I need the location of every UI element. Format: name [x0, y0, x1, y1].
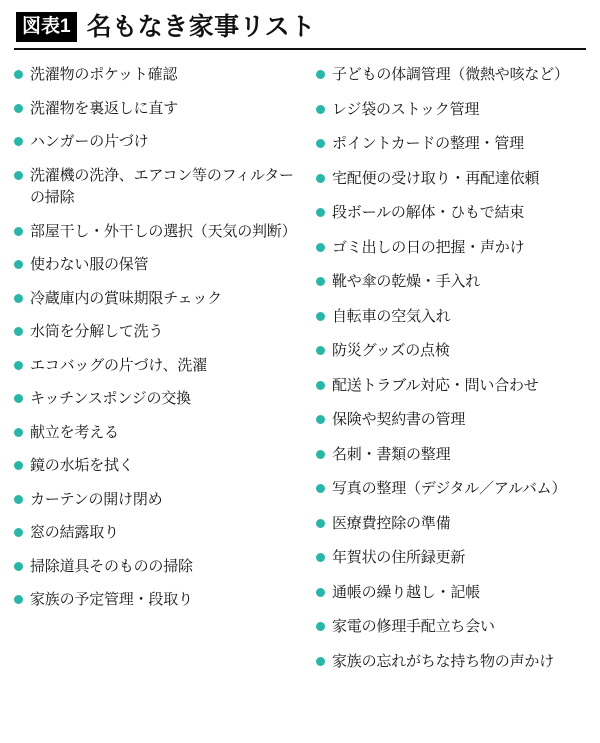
list-column-left — [14, 64, 300, 685]
bullet-icon — [316, 208, 325, 217]
bullet-icon — [316, 519, 325, 528]
bullet-icon — [316, 277, 325, 286]
list-item — [316, 375, 586, 398]
bullet-icon — [316, 450, 325, 459]
bullet-icon — [316, 588, 325, 597]
list-item-label: 通帳の繰り越し・記帳 — [332, 583, 481, 601]
list-item-label: ゴミ出しの日の把握・声かけ — [332, 238, 525, 256]
list-item — [14, 422, 294, 445]
list-item — [14, 489, 294, 512]
figure-number-badge: 図表1 — [16, 12, 77, 42]
list-item — [316, 168, 586, 191]
list-item — [316, 340, 586, 363]
list-item-label: キッチンスポンジの交換 — [30, 390, 191, 407]
list-item-label: 掃除道具そのものの掃除 — [30, 557, 193, 575]
list-item-label: レジ袋のストック管理 — [332, 100, 480, 118]
bullet-icon — [316, 381, 325, 390]
bullet-icon — [316, 174, 325, 183]
list-item-label: 洗濯機の洗浄、エアコン等のフィルターの掃除 — [30, 166, 294, 206]
list-item — [14, 556, 294, 579]
list-item — [14, 254, 294, 277]
bullet-icon — [316, 243, 325, 252]
list-item — [14, 221, 297, 244]
list-item — [14, 455, 294, 478]
list-item-label: 配送トラブル対応・問い合わせ — [332, 376, 539, 394]
bullet-icon — [14, 327, 23, 336]
bullet-icon — [316, 312, 325, 321]
list-item-label: 冷蔵庫内の賞味期限チェック — [30, 289, 222, 307]
list-item — [316, 651, 586, 674]
list-item-label: 家族の予定管理・段取り — [30, 591, 193, 608]
list-item-label: 宅配便の受け取り・再配達依頼 — [332, 169, 540, 187]
list-item-label: ハンガーの片づけ — [30, 133, 149, 150]
list-item — [316, 99, 586, 122]
list-item — [316, 306, 586, 329]
list-item — [14, 98, 294, 121]
list-item — [316, 444, 586, 467]
list-item-label: 子どもの体調管理（微熱や咳など） — [332, 66, 569, 83]
bullet-icon — [14, 227, 23, 236]
header-divider — [14, 48, 586, 50]
list-item — [316, 133, 586, 156]
bullet-icon — [14, 495, 23, 504]
bullet-icon — [14, 528, 23, 537]
list-item-label: 家電の修理手配立ち会い — [332, 618, 495, 635]
list-item-label: 使わない服の保管 — [30, 256, 149, 273]
list-item — [316, 547, 586, 570]
bullet-icon — [316, 105, 325, 114]
bullet-icon — [14, 361, 23, 370]
bullet-icon — [14, 104, 23, 113]
list-item-label: 洗濯物のポケット確認 — [30, 66, 178, 83]
page-title: 名もなき家事リスト — [86, 12, 316, 41]
list-item — [316, 513, 586, 536]
list-item — [316, 582, 586, 605]
bullet-icon — [316, 415, 325, 424]
list-item-label: カーテンの開け閉め — [30, 490, 163, 508]
bullet-icon — [14, 461, 23, 470]
bullet-icon — [316, 70, 325, 79]
bullet-icon — [316, 622, 325, 631]
list-item-label: 靴や傘の乾燥・手入れ — [332, 273, 481, 290]
list-item-label: 保険や契約書の管理 — [332, 411, 466, 428]
list-item-label: 窓の結露取り — [30, 524, 119, 541]
bullet-icon — [14, 260, 23, 269]
bullet-icon — [14, 562, 23, 571]
bullet-icon — [316, 484, 325, 493]
bullet-icon — [14, 294, 23, 303]
list-item — [14, 589, 294, 612]
list-item — [14, 355, 294, 378]
bullet-icon — [316, 139, 325, 148]
list-item — [14, 388, 294, 411]
list-item — [14, 131, 294, 154]
list-item — [316, 64, 586, 87]
list-item-label: 防災グッズの点検 — [332, 342, 450, 359]
list-item — [316, 616, 586, 639]
page-header — [14, 10, 586, 50]
list-item-label: 自転車の空気入れ — [332, 307, 451, 325]
list-item — [316, 237, 586, 260]
list-item-label: 洗濯物を裏返しに直す — [30, 99, 179, 117]
list-item — [14, 522, 294, 545]
bullet-icon — [14, 595, 23, 604]
list-item-label: 献立を考える — [30, 423, 119, 441]
list-item — [316, 409, 586, 432]
bullet-icon — [316, 657, 325, 666]
bullet-icon — [14, 428, 23, 437]
list-item — [316, 478, 586, 501]
list-item-label: 水筒を分解して洗う — [30, 323, 164, 340]
bullet-icon — [14, 171, 23, 180]
list-item-label: 家族の忘れがちな持ち物の声かけ — [332, 652, 555, 670]
list-item — [14, 288, 294, 311]
list-item-label: 鏡の水垢を拭く — [30, 457, 134, 474]
bullet-icon — [316, 346, 325, 355]
list-item — [14, 321, 294, 344]
list-item-label: ポイントカードの整理・管理 — [332, 135, 524, 152]
list-column-right — [300, 64, 586, 685]
list-item — [316, 271, 586, 294]
list-item-label: 写真の整理（デジタル／アルバム） — [332, 480, 567, 497]
list-item — [14, 64, 294, 87]
bullet-icon — [316, 553, 325, 562]
list-item-label: 段ボールの解体・ひもで結束 — [332, 204, 525, 221]
bullet-icon — [14, 394, 23, 403]
list-item — [14, 165, 294, 210]
list-item-label: 部屋干し・外干しの選択（天気の判断） — [30, 222, 297, 240]
list-columns — [14, 64, 586, 685]
list-item-label: 名刺・書類の整理 — [332, 445, 451, 463]
bullet-icon — [14, 70, 23, 79]
list-item-label: 年賀状の住所録更新 — [332, 549, 466, 566]
bullet-icon — [14, 137, 23, 146]
list-item — [316, 202, 586, 225]
list-item-label: エコバッグの片づけ、洗濯 — [30, 356, 208, 374]
list-item-label: 医療費控除の準備 — [332, 514, 451, 532]
